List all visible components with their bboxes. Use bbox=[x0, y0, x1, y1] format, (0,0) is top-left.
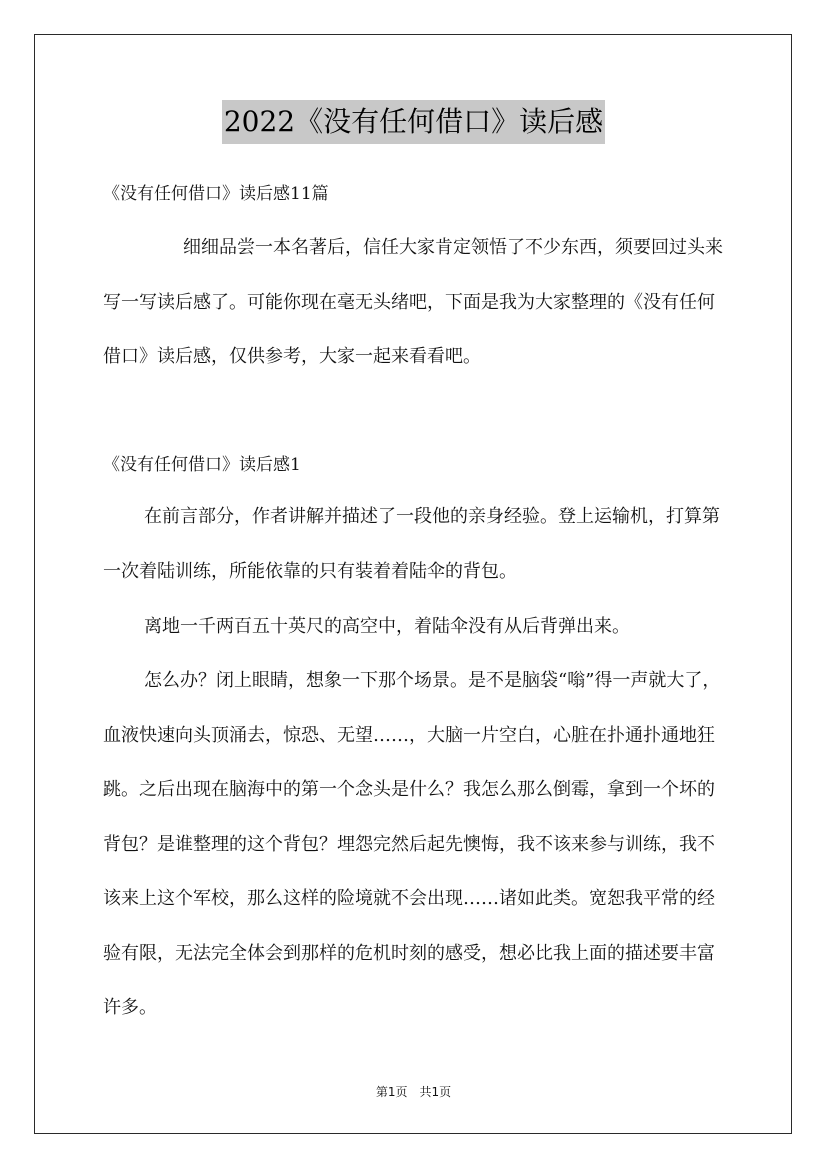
paragraph-text: 在前言部分，作者讲解并描述了一段他的亲身经验。登上运输机，打算第一次着陆训练，所能依靠的只有装着着陆伞的背包。 bbox=[103, 506, 720, 582]
intro-text: 细细品尝一本名著后，信任大家肯定领悟了不少东西，须要回过头来写一写读后感了。可能你现在毫无头绪吧，下面是我为大家整理的《没有任何借口》读后感，仅供参考，大家一起来看看吧。 bbox=[103, 237, 723, 367]
paragraph-text: 离地一千两百五十英尺的高空中，着陆伞没有从后背弹出来。 bbox=[144, 616, 630, 637]
title-container bbox=[0, 100, 827, 144]
intro-paragraph bbox=[103, 221, 725, 385]
body-paragraph bbox=[103, 654, 725, 1036]
page-footer: 第1页 共1页 bbox=[375, 1085, 452, 1099]
document-subtitle: 《没有任何借口》读后感11篇 bbox=[103, 184, 329, 204]
body-paragraph bbox=[103, 490, 725, 599]
body-paragraph bbox=[103, 600, 725, 655]
paragraph-text: 怎么办？闭上眼睛，想象一下那个场景。是不是脑袋“嗡”得一声就大了，血液快速向头顶涌去，惊恐、无望……，大脑一片空白，心脏在扑通扑通地狂跳。之后出现在脑海中的第一个念头是什么？我怎么那么倒霉，拿到一个坏的背包？是谁整理的这个背包？埋怨完然后起先懊悔，我不该来参与训练，我不该来上这个军校，那么这样的险境就不会出现……诸如此类。宽恕我平常的经验有限，无法完全体会到那样的危机时刻的感受，想必比我上面的描述要丰富许多。 bbox=[103, 670, 721, 1018]
document-title: 2022《没有任何借口》读后感 bbox=[222, 100, 605, 144]
section-heading: 《没有任何借口》读后感1 bbox=[103, 455, 301, 475]
